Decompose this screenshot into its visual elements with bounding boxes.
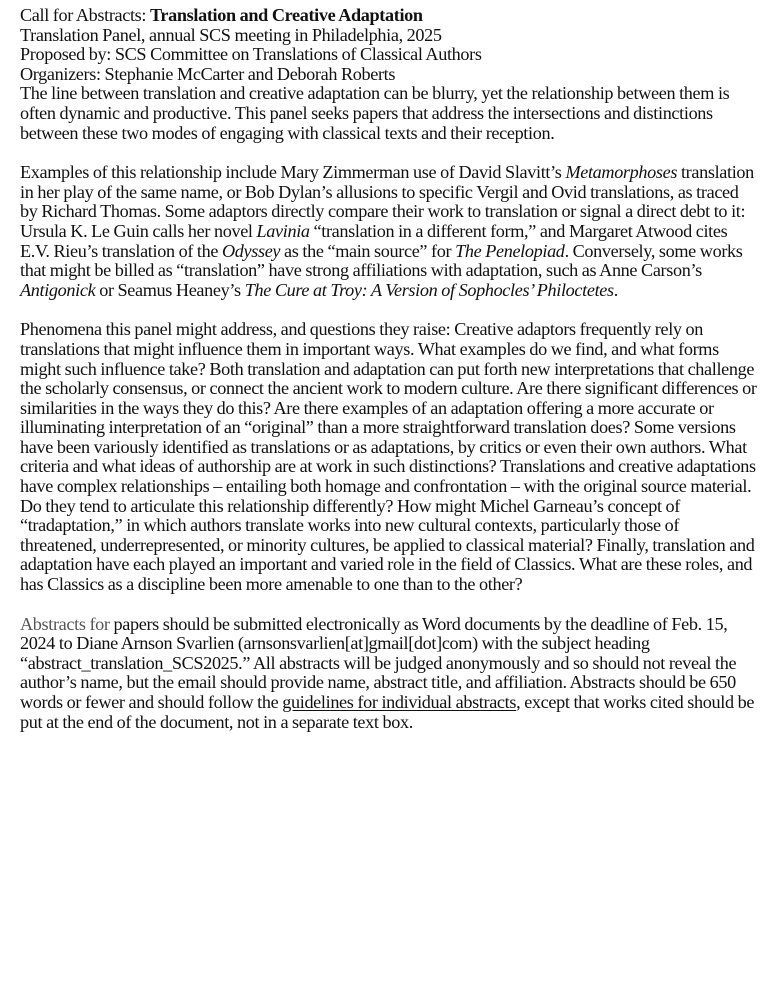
examples-text: or Seamus Heaney’s [95, 279, 245, 300]
examples-text: “translation in a different form,” and Margaret Atwood cites E.V. Rieu’s translation of the [20, 220, 728, 261]
submission-paragraph [20, 615, 757, 733]
submission-lead: Abstracts for [20, 613, 110, 634]
phenomena-paragraph: Phenomena this panel might address, and questions they raise: Creative adaptors frequently rely on translations that might influence them in important ways. What examples do we find, and what forms might such influence take? Both translation and adaptation can put forth new interpretations that challenge the scholarly consensus, or connect the ancient work to modern culture. Are there significant differences or similarities in the ways they do this? Are there examples of an adaptation offering a more accurate or illuminating interpretation of an “original” than a more straightforward translation does? Some versions have been variously identified as translations or as adaptations, by critics or even their own authors. What criteria and what ideas of authorship are at work in such distinctions? Translations and creative adaptations have complex relationships – entailing both homage and confrontation – with the original source material. Do they tend to articulate this relationship differently? How might Michel Garneau’s concept of “tradaptation,” in which authors translate works into new cultural contexts, particularly those of threatened, underrepresented, or minority cultures, be applied to classical material? Finally, translation and adaptation have each played an important and varied role in the field of Classics. What are these roles, and has Classics as a discipline been more amenable to one than to the other? [20, 319, 757, 595]
call-title: Translation and Creative Adaptation [150, 5, 423, 25]
panel-line: Translation Panel, annual SCS meeting in Philadelphia, 2025 [20, 24, 442, 45]
examples-text: translation in her play of the same name, or Bob Dylan’s allusions to specific Vergil and Ovid translations, as traced by Richard Thomas. Some adaptors directly compare their work to translation or signal a direct debt to it: Ursula K. Le Guin calls her novel [20, 162, 754, 241]
work-title-penelopiad: The Penelopiad [455, 240, 565, 261]
proposed-by: Proposed by: SCS Committee on Translations of Classical Authors [20, 44, 482, 65]
submission-text: papers should be submitted electronically as Word documents by the deadline of Feb. 15, 2024 to Diane Arnson Svarlien (arnsonsvarlien[at]gmail[dot]com) with the subject heading “abstract_translation_SCS2025.” All abstracts will be judged anonymously and so should not reveal the author’s name, but the email should provide name, abstract title, and affiliation. Abstracts should be 650 words or fewer and should follow the [20, 613, 737, 712]
guidelines-link[interactable]: guidelines for individual abstracts [282, 692, 517, 712]
work-title-metamorphoses: Metamorphoses [565, 162, 678, 183]
examples-text: . Conversely, some works that might be billed as “translation” have strong affiliations with adaptation, such as Anne Carson’s [20, 240, 743, 281]
call-heading [20, 6, 757, 26]
work-title-lavinia: Lavinia [256, 220, 310, 241]
work-title-odyssey: Odyssey [222, 240, 281, 261]
work-title-cure-at-troy: The Cure at Troy: A Version of Sophocles’ Philoctetes [244, 279, 614, 300]
examples-text: . [613, 279, 618, 300]
examples-text: Examples of this relationship include Mary Zimmerman use of David Slavitt’s [20, 162, 566, 183]
work-title-antigonick: Antigonick [20, 279, 96, 300]
examples-paragraph [20, 163, 757, 300]
examples-text: as the “main source” for [280, 240, 456, 261]
submission-text: , except that works cited should be put at the end of the document, not in a separate text box. [20, 692, 755, 732]
organizers: Organizers: Stephanie McCarter and Deborah Roberts [20, 63, 396, 84]
call-prefix: Call for Abstracts: [20, 5, 150, 25]
intro-paragraph: The line between translation and creative adaptation can be blurry, yet the relationship between them is often dynamic and productive. This panel seeks papers that address the intersections and distinctions between these two modes of engaging with classical texts and their reception. [20, 83, 730, 143]
